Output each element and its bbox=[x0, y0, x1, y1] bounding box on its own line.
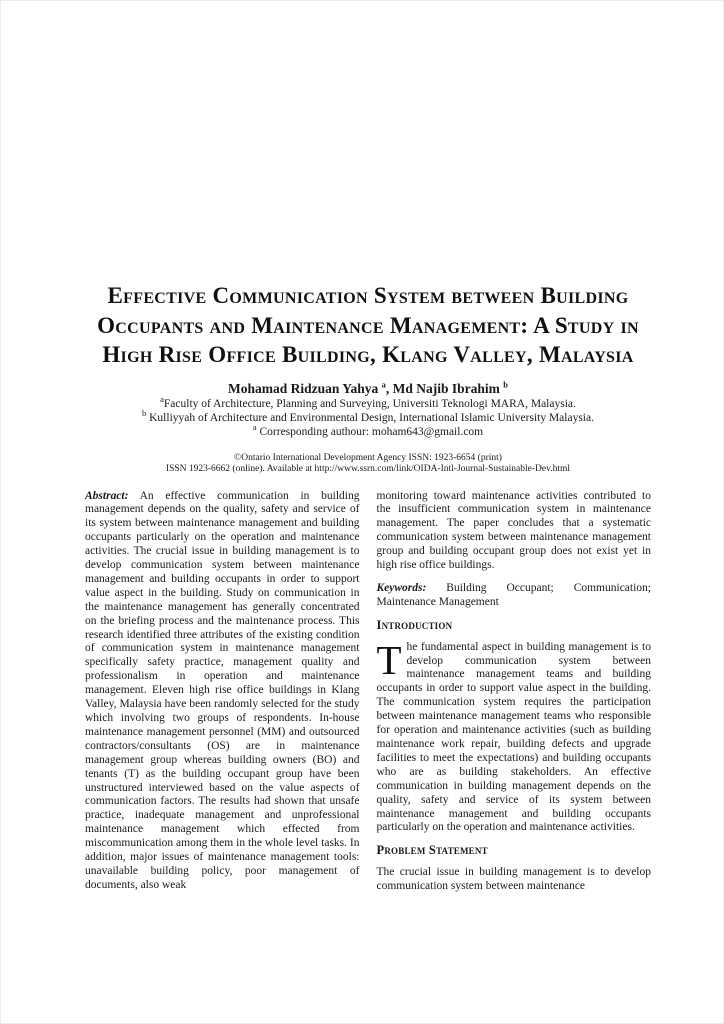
abstract-label: Abstract: bbox=[85, 489, 129, 502]
left-column bbox=[85, 490, 360, 904]
affiliation-a-text: Faculty of Architecture, Planning and Surveying, Universiti Teknologi MARA, Malaysia. bbox=[163, 397, 576, 410]
introduction-dropcap: T bbox=[376, 636, 402, 683]
authors-line bbox=[85, 380, 651, 397]
paper-title bbox=[85, 281, 651, 370]
introduction-text: he fundamental aspect in building management is to develop communication system between maintenance management teams and building occupants in order to support value aspect in the building. The communication system requires the participation between maintenance management teams who responsible for operation and maintenance activities (such as building maintenance work repair, building defects and upgrade facilities to meet the expectations) and building occupants who are as building stakeholders. An effective communication in building management depends on the quality, safety and service of its system between maintenance management and building occupants particularly on the operation and maintenance activities. bbox=[376, 640, 651, 834]
publisher-block bbox=[85, 453, 651, 476]
abstract-text-right: monitoring toward maintenance activities contributed to the insufficient communication system in maintenance management. The paper concludes that a systematic communication system between maintenance management group and building occupant group does not exist yet in high rise office buildings. bbox=[376, 489, 651, 572]
affiliation-a-mark: a bbox=[160, 393, 164, 404]
problem-statement-text: The crucial issue in building management is to develop communication system between maintenance bbox=[376, 866, 651, 893]
affiliation-b-mark: b bbox=[142, 407, 147, 418]
publisher-issn-print: ©Ontario International Development Agency ISSN: 1923-6654 (print) bbox=[234, 452, 502, 463]
paper-title-line-1: Effective Communication System between Building bbox=[107, 283, 629, 308]
keywords-paragraph bbox=[377, 582, 652, 610]
problem-statement-paragraph bbox=[377, 866, 652, 894]
abstract-text-left: An effective communication in building management depends on the quality, safety and service of its system between maintenance management and building occupants particularly on the operation and maintenance activities. The crucial issue in building management is to develop communication system between maintenance management and building occupants in order to support value aspect in the building. Study on communication in the maintenance management has generally concentrated on the briefing process and the maintenance process. This research identified three attributes of the existing condition of communication system in maintenance management specifically safety practice, management quality and professionalism in operation and maintenance management. Eleven high rise office buildings in Klang Valley, Malaysia have been randomly selected for the study which involving two groups of respondents. In-house maintenance management personnel (MM) and outsourced contractors/consultants (OS) are in maintenance management group whereas building owners (BO) and tenants (T) as the building occupant group have been unstructured interviewed based on the value aspects of communication factors. The results had shown that unsafe practice, inadequate management and unprofessional maintenance management which effected from miscommunication among them in the whole level tasks. In addition, major issues of maintenance management tools: unavailable building policy, poor management of documents, also weak bbox=[85, 489, 360, 891]
problem-statement-heading: Problem Statement bbox=[376, 843, 488, 858]
author-1-affiliation-mark: a bbox=[381, 379, 386, 389]
abstract-continuation-paragraph bbox=[377, 490, 652, 573]
keywords-label: Keywords: bbox=[376, 581, 427, 594]
affiliation-b bbox=[85, 407, 651, 425]
affiliation-b-text: Kulliyyah of Architecture and Environmental Design, International Islamic University Malaysia. bbox=[146, 411, 594, 424]
publisher-issn-online-url: ISSN 1923-6662 (online). Available at http://www.ssrn.com/link/OIDA-Intl-Journal-Sustainable-Dev.html bbox=[165, 464, 571, 474]
author-1-name: Mohamad Ridzuan Yahya bbox=[227, 380, 382, 396]
correspondence-text: Corresponding authour: moham643@gmail.com bbox=[256, 425, 484, 438]
author-2-affiliation-mark: b bbox=[503, 379, 509, 389]
keywords-text: Building Occupant; Communication; Maintenance Management bbox=[376, 581, 651, 608]
correspondence-mark: a bbox=[252, 421, 257, 432]
page-content bbox=[85, 281, 651, 903]
introduction-paragraph bbox=[376, 636, 652, 836]
two-column-body bbox=[85, 490, 651, 904]
author-2-name: , Md Najib Ibrahim bbox=[385, 380, 504, 396]
paper-title-line-3: High Rise Office Building, Klang Valley, Malaysia bbox=[102, 342, 634, 367]
right-column bbox=[377, 490, 652, 904]
affiliation-a bbox=[85, 393, 651, 411]
paper-title-line-2: Occupants and Maintenance Management: A Study in bbox=[97, 312, 639, 338]
corresponding-author-line bbox=[85, 421, 651, 439]
abstract-paragraph bbox=[85, 490, 360, 893]
introduction-heading: Introduction bbox=[376, 617, 453, 632]
